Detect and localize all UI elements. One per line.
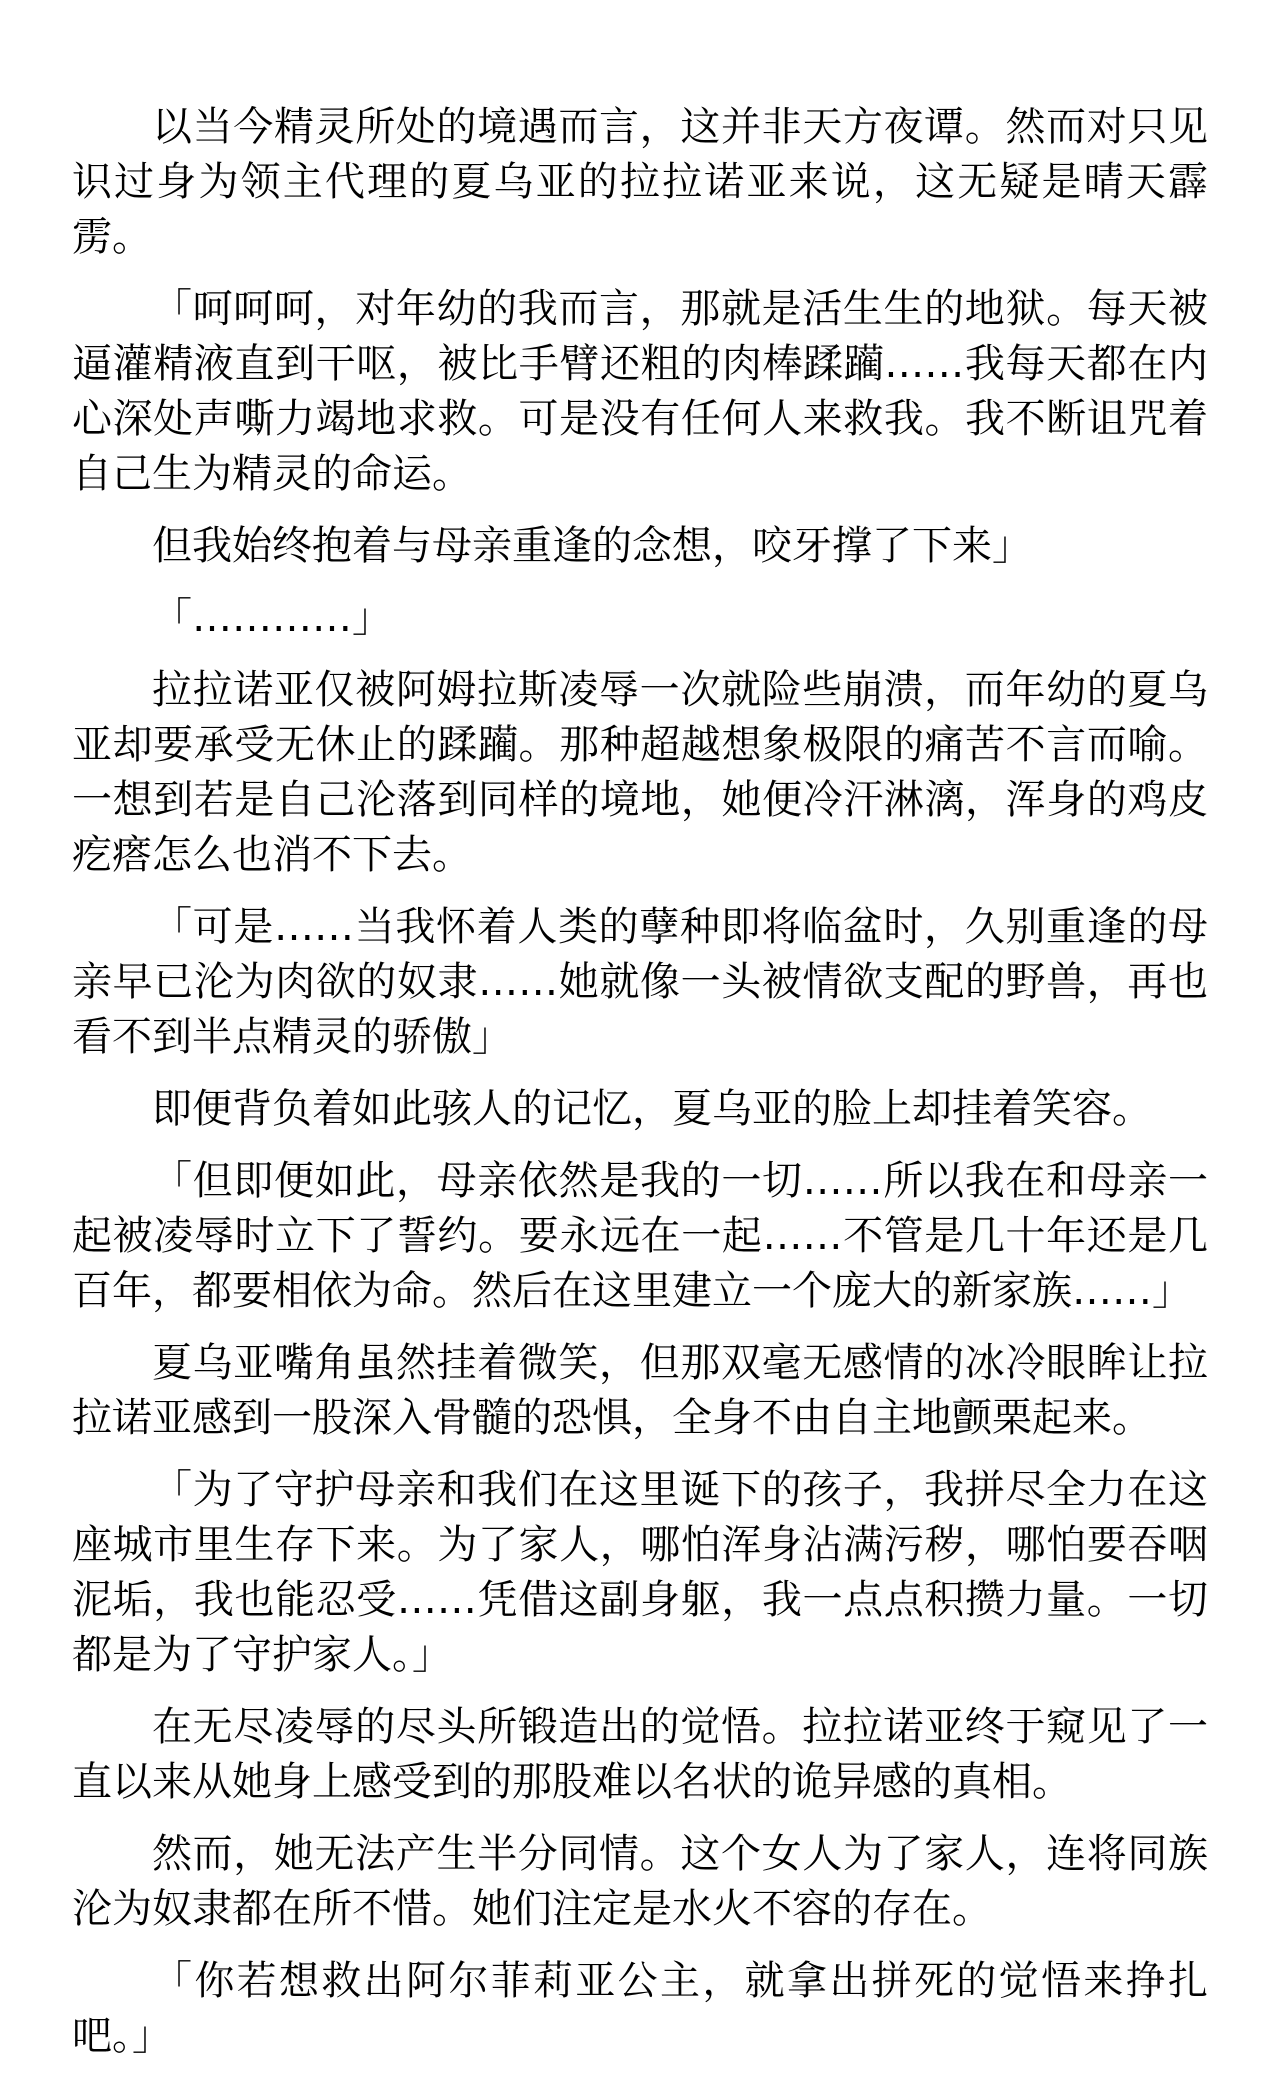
paragraph-9: 夏乌亚嘴角虽然挂着微笑，但那双毫无感情的冰冷眼眸让拉拉诺亚感到一股深入骨髓的恐惧，全身不由自主地颤栗起来。 <box>72 1340 1208 1441</box>
paragraph-5: 拉拉诺亚仅被阿姆拉斯凌辱一次就险些崩溃，而年幼的夏乌亚却要承受无休止的蹂躏。那种超越想象极限的痛苦不言而喻。一想到若是自己沦落到同样的境地，她便冷汗淋漓，浑身的鸡皮疙瘩怎么也消不下去。 <box>72 667 1208 878</box>
paragraph-12: 然而，她无法产生半分同情。这个女人为了家人，连将同族沦为奴隶都在所不惜。她们注定是水火不容的存在。 <box>72 1831 1208 1932</box>
paragraph-4: 「…………」 <box>152 595 392 641</box>
document-page <box>72 100 1208 2081</box>
paragraph-8: 「但即便如此，母亲依然是我的一切……所以我在和母亲一起被凌辱时立下了誓约。要永远在一起……不管是几十年还是几百年，都要相依为命。然后在这里建立一个庞大的新家族……」 <box>72 1158 1208 1314</box>
paragraph-10: 「为了守护母亲和我们在这里诞下的孩子，我拼尽全力在这座城市里生存下来。为了家人，哪怕浑身沾满污秽，哪怕要吞咽泥垢，我也能忍受……凭借这副身躯，我一点点积攒力量。一切都是为了守护家人。」 <box>72 1467 1208 1678</box>
paragraph-6: 「可是……当我怀着人类的孽种即将临盆时，久别重逢的母亲早已沦为肉欲的奴隶……她就像一头被情欲支配的野兽，再也看不到半点精灵的骄傲」 <box>72 904 1208 1060</box>
paragraph-3: 但我始终抱着与母亲重逢的念想，咬牙撑了下来」 <box>152 523 1032 569</box>
paragraph-2: 「呵呵呵，对年幼的我而言，那就是活生生的地狱。每天被逼灌精液直到干呕，被比手臂还粗的肉棒蹂躏……我每天都在内心深处声嘶力竭地求救。可是没有任何人来救我。我不断诅咒着自己生为精灵的命运。 <box>72 286 1208 497</box>
paragraph-11: 在无尽凌辱的尽头所锻造出的觉悟。拉拉诺亚终于窥见了一直以来从她身上感受到的那股难以名状的诡异感的真相。 <box>72 1704 1208 1805</box>
paragraph-13: 「你若想救出阿尔菲莉亚公主，就拿出拼死的觉悟来挣扎吧。」 <box>72 1958 1208 2059</box>
paragraph-7: 即便背负着如此骇人的记忆，夏乌亚的脸上却挂着笑容。 <box>152 1086 1152 1132</box>
paragraph-1: 以当今精灵所处的境遇而言，这并非天方夜谭。然而对只见识过身为领主代理的夏乌亚的拉拉诺亚来说，这无疑是晴天霹雳。 <box>72 104 1208 260</box>
